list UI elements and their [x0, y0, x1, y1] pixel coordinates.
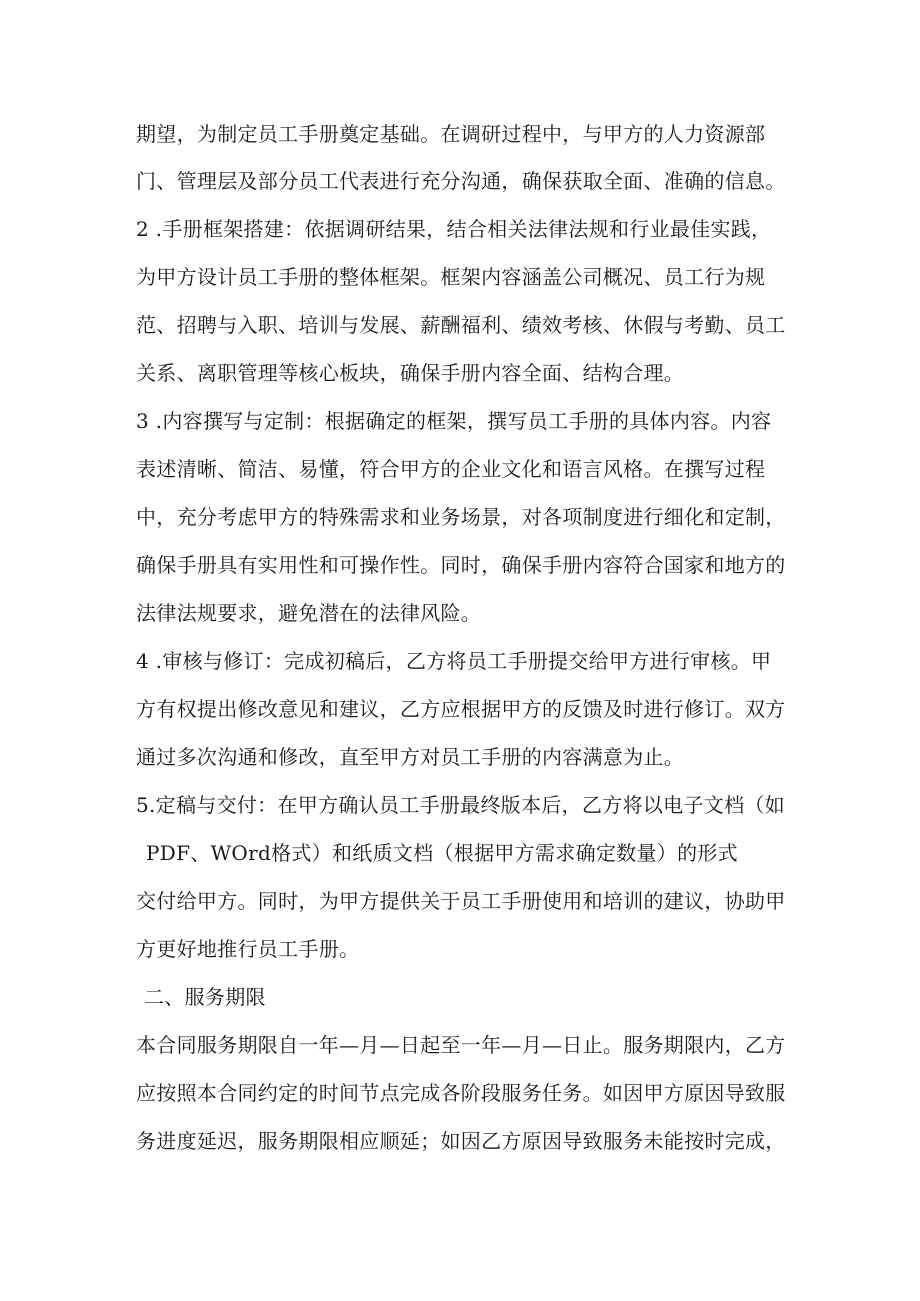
text-line: 方更好地推行员工手册。 [136, 937, 360, 961]
text-line: 范、招聘与入职、培训与发展、薪酬福利、绩效考核、休假与考勤、员工 [136, 313, 786, 337]
text-line: 交付给甲方。同时，为甲方提供关于员工手册使用和培训的建议，协助甲 [136, 889, 786, 913]
section-heading: 二、服务期限 [144, 985, 266, 1009]
text-line: 3 .内容撰写与定制：根据确定的框架，撰写员工手册的具体内容。内容 [136, 409, 772, 433]
text-line: 中，充分考虑甲方的特殊需求和业务场景，对各项制度进行细化和定制， [136, 505, 786, 529]
text-line: 本合同服务期限自一年—月—日起至一年—月—日止。服务期限内，乙方 [136, 1033, 786, 1057]
text-line: 期望，为制定员工手册奠定基础。在调研过程中，与甲方的人力资源部 [136, 122, 766, 146]
text-line: 2 .手册框架搭建：依据调研结果，结合相关法律法规和行业最佳实践， [136, 217, 772, 241]
text-line: 4 .审核与修订：完成初稿后，乙方将员工手册提交给甲方进行审核。甲 [136, 649, 772, 673]
text-line: 务进度延迟，服务期限相应顺延；如因乙方原因导致服务未能按时完成， [136, 1129, 786, 1153]
text-line: 为甲方设计员工手册的整体框架。框架内容涵盖公司概况、员工行为规 [136, 265, 766, 289]
text-line: 确保手册具有实用性和可操作性。同时，确保手册内容符合国家和地方的 [136, 553, 786, 577]
text-line: 门、管理层及部分员工代表进行充分沟通，确保获取全面、准确的信息。 [136, 169, 786, 193]
text-line: PDF、WOrd格式）和纸质文档（根据甲方需求确定数量）的形式 [146, 841, 738, 865]
text-line: 应按照本合同约定的时间节点完成各阶段服务任务。如因甲方原因导致服 [136, 1081, 786, 1105]
text-line: 法律法规要求，避免潜在的法律风险。 [136, 601, 482, 625]
text-line: 关系、离职管理等核心板块，确保手册内容全面、结构合理。 [136, 361, 685, 385]
text-line: 方有权提出修改意见和建议，乙方应根据甲方的反馈及时进行修订。双方 [136, 697, 786, 721]
text-line: 表述清晰、简洁、易懂，符合甲方的企业文化和语言风格。在撰写过程 [136, 457, 766, 481]
text-line: 5.定稿与交付：在甲方确认员工手册最终版本后，乙方将以电子文档（如 [136, 793, 785, 817]
text-line: 通过多次沟通和修改，直至甲方对员工手册的内容满意为止。 [136, 745, 685, 769]
